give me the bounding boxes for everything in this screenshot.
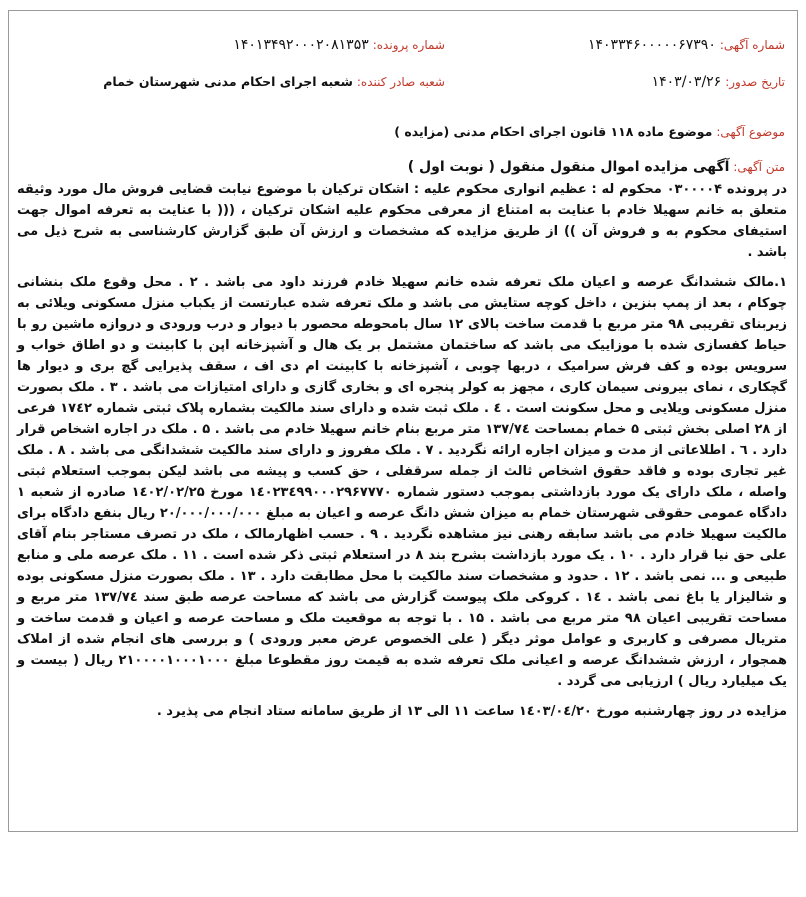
notice-body	[17, 179, 787, 731]
blank-footer	[0, 834, 806, 897]
issuer-label: شعبه صادر کننده:	[356, 75, 445, 89]
ad-text-row	[408, 159, 785, 175]
body-paragraph-intro: در پرونده ۰۳۰۰۰۰۴ محکوم له : عظیم انواری محکوم علیه : اشکان ترکیان با موضوع نیابت قضایی فروش مال مورد وثیقه متعلق به خانم سهیلا خادم با عنایت به امتناع از معرفی محکوم علیه اشکان ترکیان ، ((( با عنایت به تعرفه اموال جهت استیفای محکوم به و فروش آن )) از طریق مزایده که مشخصات و ارزش آن طبق گزارش کارشناسی به شرح ذیل می باشد .	[17, 182, 787, 260]
case-number-value: ۱۴۰۱۳۴۹۲۰۰۰۲۰۸۱۳۵۳	[233, 37, 369, 53]
ad-number-value: ۱۴۰۳۳۴۶۰۰۰۰۰۶۷۳۹۰	[588, 37, 716, 53]
ad-text-label: متن آگهی:	[733, 160, 785, 174]
issuer-value: شعبه اجرای احکام مدنی شهرستان خمام	[103, 74, 353, 89]
ad-number-label: شماره آگهی:	[719, 38, 785, 52]
issuer-row	[103, 74, 445, 89]
subject-value: موضوع ماده ۱۱۸ قانون اجرای احکام مدنی (مزایده )	[394, 124, 713, 139]
ad-number-row	[588, 37, 785, 53]
subject-label: موضوع آگهی:	[716, 125, 785, 139]
notice-frame	[8, 10, 798, 832]
ad-text-value: آگهی مزایده اموال منقول منقول ( نوبت اول )	[407, 159, 730, 175]
issue-date-row	[652, 74, 785, 90]
issue-date-label: تاریخ صدور:	[725, 75, 785, 89]
case-number-label: شماره پرونده:	[372, 38, 445, 52]
case-number-row	[233, 37, 445, 53]
subject-row	[394, 124, 785, 139]
body-paragraph-details: ۱.مالک ششدانگ عرصه و اعیان ملک تعرفه شده خانم سهیلا خادم فرزند داود می باشد . ۲ . محل وقوع ملک بنشانی چوکام ، بعد از پمپ بنزین ، داخل کوچه ستایش می باشد و ملک تعرفه شده عبارتست از یکباب منزل مسکونی ویلائی به زیربنای تقریبی ۹۸ متر مربع با قدمت ساخت بالای ۱۲ سال بامحوطه محصور با دیوار و درب ورودی و دروازه ماشین رو با حیاط کفسازی شده با موزاییک می باشد که ساختمان مشتمل بر یک هال و آشپزخانه اپن با کابینت و دو اطاق خواب و سرویس بوده و کف فرش سرامیک ، دربها چوبی ، آشپزخانه با کابینت ام دی اف ، سقف پذیرایی گچ بری و دیوار ها گچکاری ، نمای بیرونی سیمان کاری ، مجهز به کولر پنجره ای و بخاری گازی و دارای امتیازات می باشد . ۳ . ملک بصورت منزل مسکونی ویلایی و محل سکونت است . ٤ . ملک ثبت شده و دارای سند مالکیت بشماره پلاک ثبتی شماره ۱۷٤۲ فرعی از ۲۸ اصلی بخش ثبتی ۵ خمام بمساحت ۱۳۷/۷٤ متر مربع بنام خانم سهیلا خادم می باشد . ۵ . ملک در اجاره اشخاص قرار دارد . ٦ . اطلاعاتی از مدت و میزان اجاره ارائه نگردید . ۷ . ملک مفروز و دارای سند مالکیت ششدانگی می باشد . ۸ . ملک غیر تجاری بوده و فاقد حقوق اشخاص ثالث از جمله سرقفلی ، حق کسب و پیشه می باشد لیکن بموجب استعلام ثبتی واصله ، ملک دارای یک مورد بازداشتی بموجب دستور شماره ۱٤۰۲۳٤۹۹۰۰۰۲۹۶۷۷۷۰ مورخ ۱٤۰۲/۰۲/۲۵ صادره از شعبه ۱ دادگاه عمومی حقوقی شهرستان خمام به میزان شش دانگ عرصه و اعیان به مبلغ ۲۰/۰۰۰/۰۰۰/۰۰۰ ریال بنفع دادگاه برای مالکیت سهیلا خادم می باشد سابقه رهنی نیز مشاهده نگردید . ۹ . حسب اظهارمالک ، ملک در تصرف مستاجر بنام آقای علی حق نیا قرار دارد . ۱۰ . یک مورد بازداشت بشرح بند ۸ در استعلام ثبتی ذکر شده است . ۱۱ . ملک عرصه ملی و منابع طبیعی و ... نمی باشد . ۱۲ . حدود و مشخصات سند مالکیت با محل مطابقت دارد . ۱۳ . ملک بصورت منزل مسکونی بوده و شالیزار یا باغ نمی باشد . ۱٤ . کروکی ملک پیوست گزارش می باشد که مساحت عرصه طبق سند ۱۳۷/۷٤ متر مربع و مساحت تقریبی اعیان ۹۸ متر مربع می باشد . ۱۵ . با توجه به موقعیت ملک و مساحت عرصه و اعیان و قدمت ساخت و متریال مصرفی و کاربری و عوامل موثر دیگر ( علی الخصوص عرض معبر ورودی ) و بررسی های انجام شده از املاک همجوار ، ارزش ششدانگ عرصه و اعیانی ملک تعرفه شده به قیمت روز مقطوعا مبلغ ۲۱۰۰۰۰۱۰۰۰۱۰۰۰ ریال ( بیست و یک میلیارد ریال ) ارزیابی می گردد .	[17, 275, 788, 689]
body-paragraph-auction-date: مزایده در روز چهارشنبه مورخ ۱٤۰۳/۰٤/۲۰ ساعت ۱۱ الی ۱۳ از طریق سامانه ستاد انجام می پذیرد .	[156, 704, 787, 719]
issue-date-value: ۱۴۰۳/۰۳/۲۶	[651, 74, 722, 90]
